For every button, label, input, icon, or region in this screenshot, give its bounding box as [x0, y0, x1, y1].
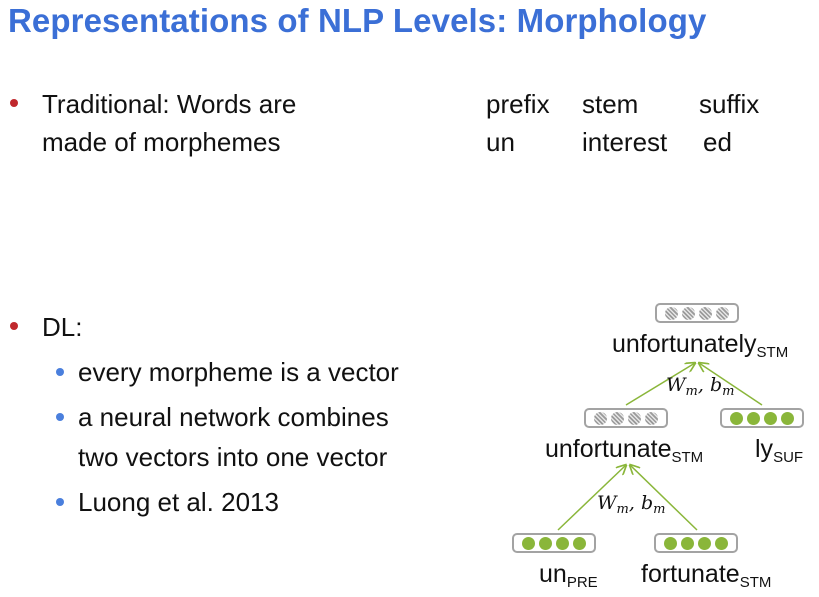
- op-b: b: [640, 492, 654, 514]
- vector-unit: [594, 412, 607, 425]
- vector-unit: [628, 412, 641, 425]
- composition-op-label-lower: [597, 492, 665, 517]
- vector-unit: [573, 537, 586, 550]
- vector-unit: [730, 412, 743, 425]
- vector-unit: [556, 537, 569, 550]
- op-w-sub: m: [616, 502, 629, 517]
- node-label-unfortunate: [545, 435, 703, 472]
- dl-item-1-line-1: every morpheme is a vector: [78, 357, 399, 387]
- vector-ly: [720, 408, 804, 428]
- vector-un: [512, 533, 596, 553]
- node-word: ly: [755, 435, 774, 463]
- dl-label: DL:: [42, 312, 83, 342]
- vector-unit: [716, 307, 729, 320]
- vector-unit: [699, 307, 712, 320]
- vector-unit: [665, 307, 678, 320]
- node-word: un: [539, 560, 567, 588]
- morpheme-example-suffix: ed: [703, 127, 732, 157]
- vector-unit: [539, 537, 552, 550]
- op-w-sub: m: [685, 384, 698, 399]
- node-tag: SUF: [773, 449, 804, 466]
- op-b: b: [709, 374, 723, 396]
- vector-unit: [747, 412, 760, 425]
- morpheme-example-stem: interest: [582, 127, 668, 157]
- vector-fortunate: [654, 533, 738, 553]
- slide-title: Representations of NLP Levels: Morphology: [8, 2, 707, 39]
- morpheme-header-suffix: suffix: [699, 89, 760, 119]
- op-b-sub: m: [653, 502, 666, 517]
- node-word: unfortunately: [612, 330, 757, 358]
- node-tag: PRE: [566, 574, 598, 591]
- vector-unit: [781, 412, 794, 425]
- op-b-sub: m: [722, 384, 735, 399]
- morpheme-example-prefix: un: [486, 127, 515, 157]
- dl-item-3-line-1: Luong et al. 2013: [78, 487, 279, 517]
- op-w: W: [666, 374, 686, 396]
- op-w: W: [597, 492, 617, 514]
- vector-unit: [522, 537, 535, 550]
- vector-unit: [645, 412, 658, 425]
- node-word: unfortunate: [545, 435, 672, 463]
- vector-unit: [698, 537, 711, 550]
- node-label-un: [539, 560, 598, 597]
- node-label-fortunate: [641, 560, 771, 597]
- dl-item-2-line-1: a neural network combines: [78, 402, 389, 432]
- node-tag: STM: [739, 574, 772, 591]
- morpheme-header-stem: stem: [582, 89, 639, 119]
- vector-unit: [715, 537, 728, 550]
- composition-op-label-upper: [666, 374, 734, 399]
- node-label-ly: [755, 435, 803, 472]
- vector-unit: [764, 412, 777, 425]
- op-sep: ,: [697, 374, 710, 396]
- morpheme-header-prefix: prefix: [486, 89, 550, 119]
- vector-unit: [611, 412, 624, 425]
- vector-unfortunate: [584, 408, 668, 428]
- op-sep: ,: [628, 492, 641, 514]
- node-label-unfortunately: [612, 330, 788, 367]
- vector-unit: [664, 537, 677, 550]
- dl-item-2-line-2: two vectors into one vector: [78, 442, 388, 472]
- traditional-line-2: made of morphemes: [42, 127, 281, 157]
- traditional-line-1: Traditional: Words are: [42, 89, 297, 119]
- vector-unit: [682, 307, 695, 320]
- vector-unit: [681, 537, 694, 550]
- vector-unfortunately: [655, 303, 739, 323]
- node-word: fortunate: [641, 560, 740, 588]
- node-tag: STM: [756, 344, 789, 361]
- node-tag: STM: [671, 449, 704, 466]
